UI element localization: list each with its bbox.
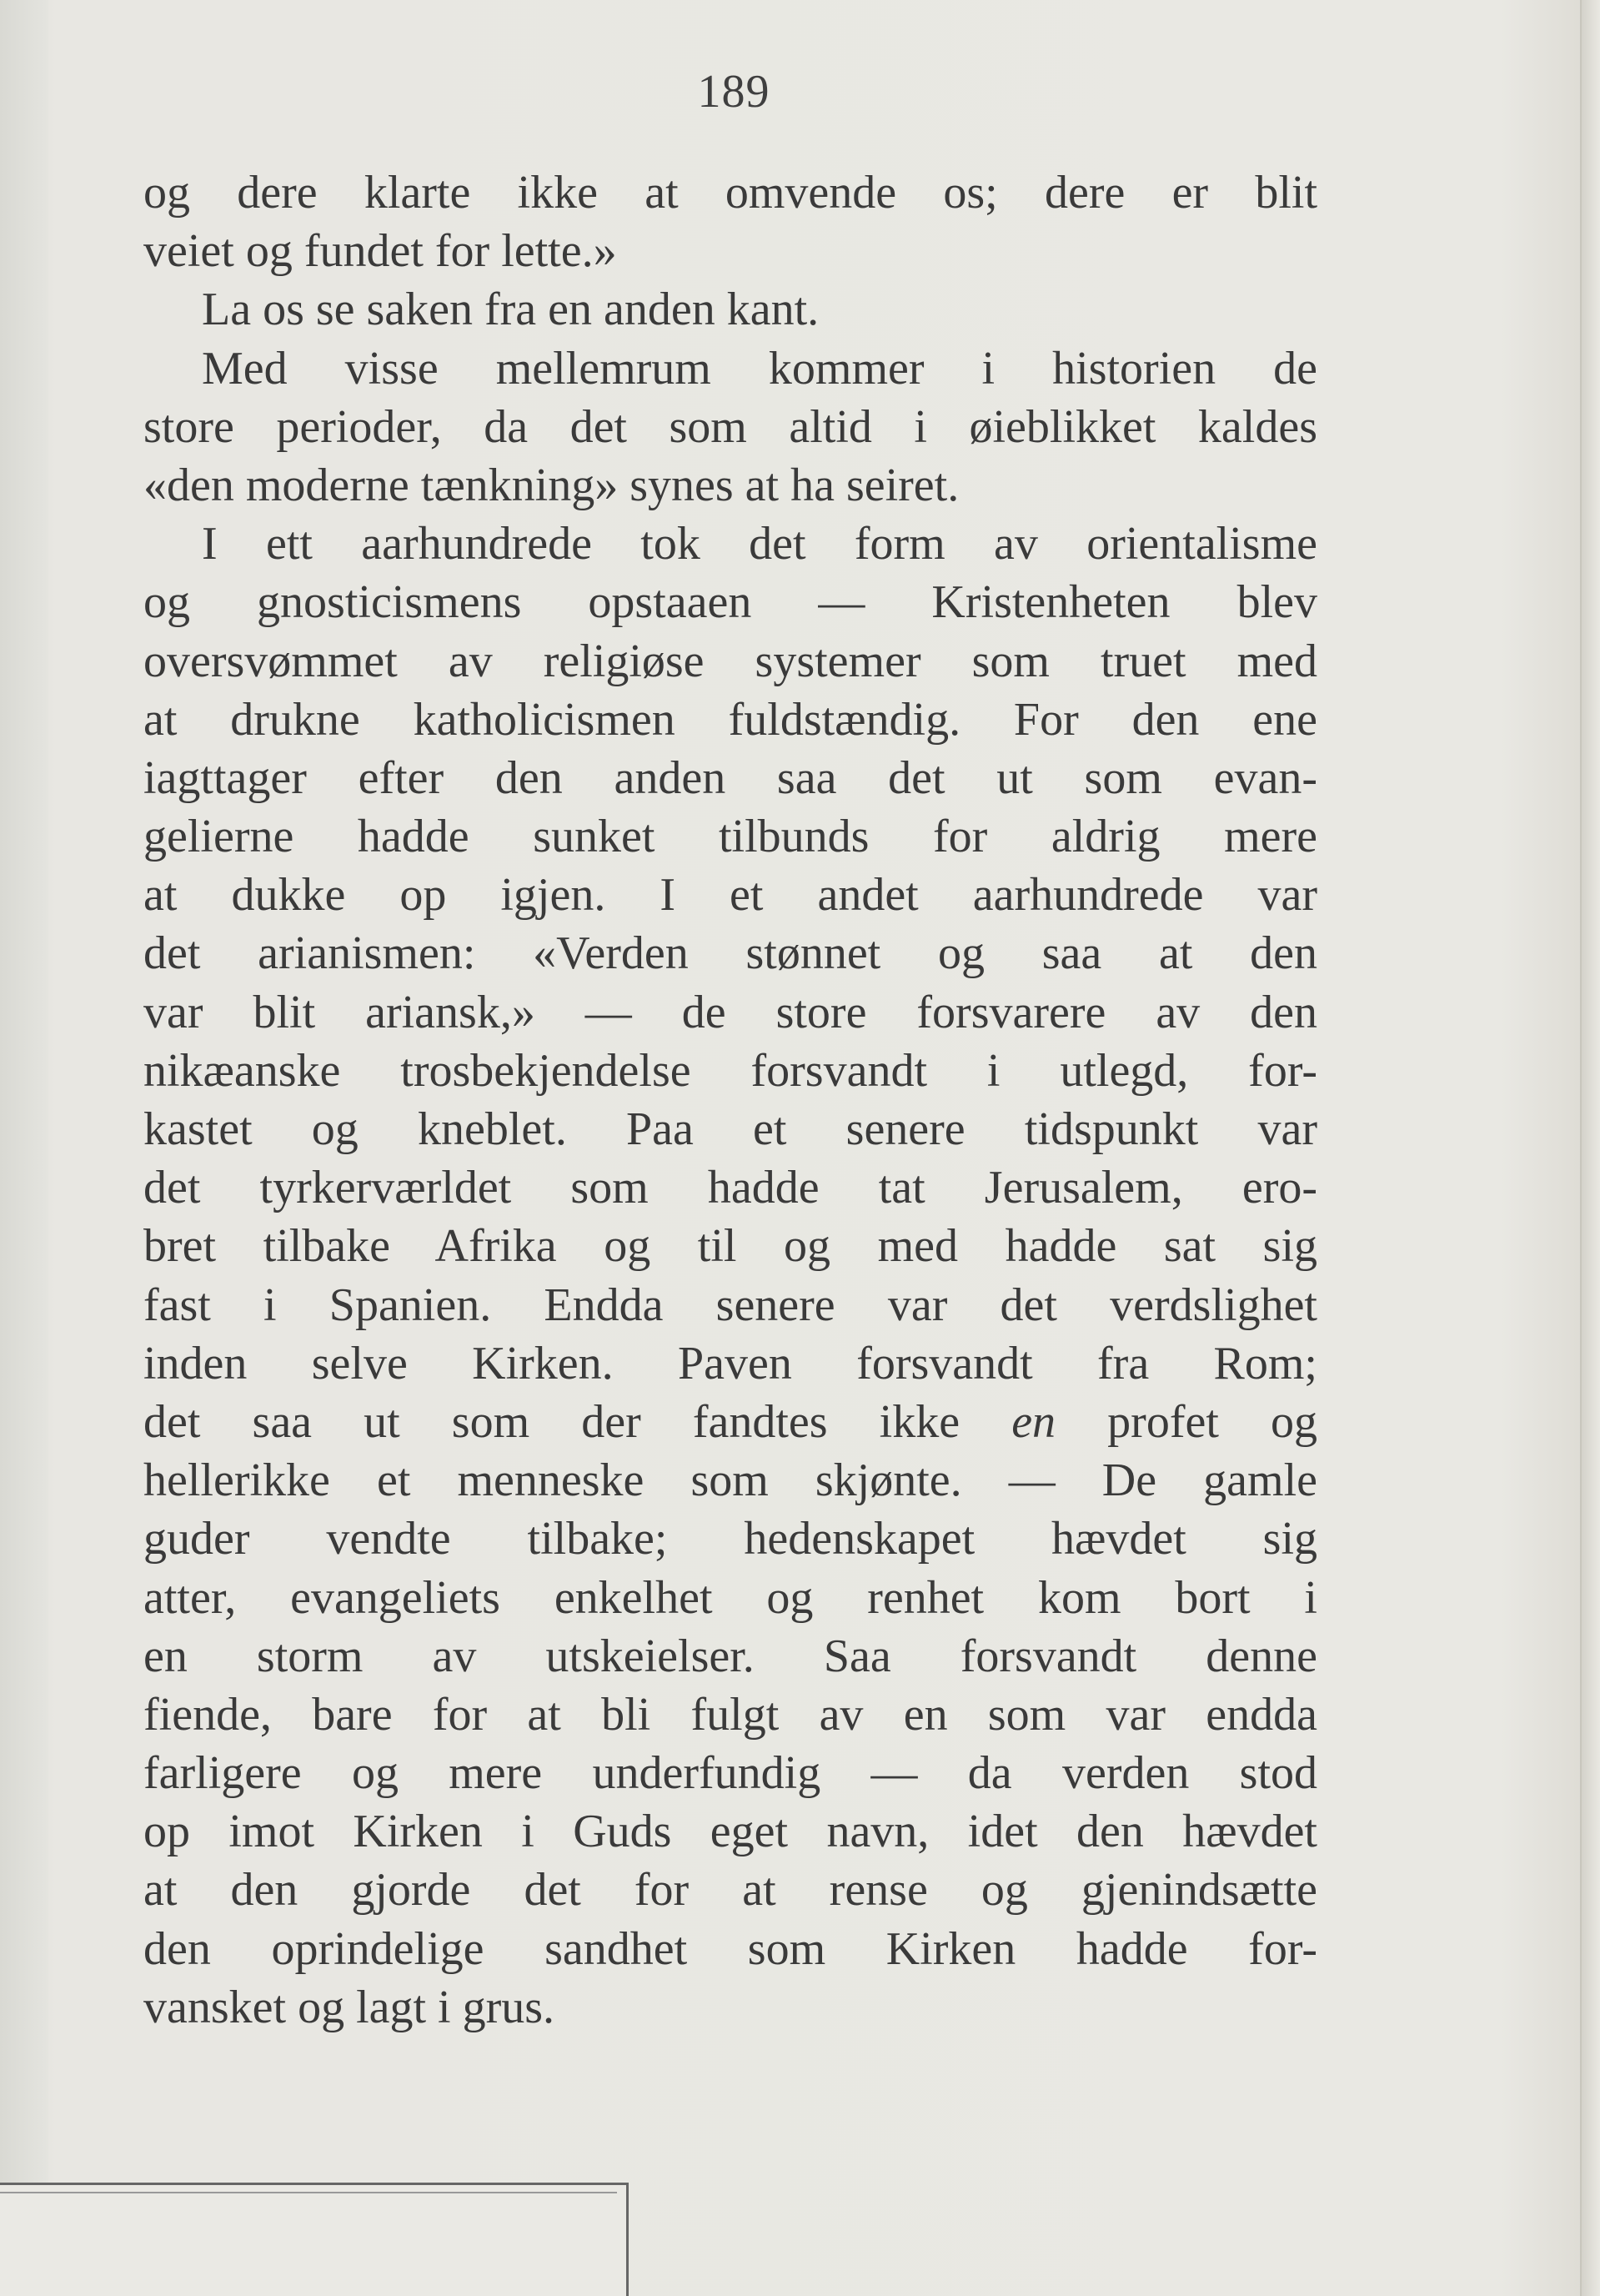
text-line: hellerikke et menneske som skjønte. — De gamle <box>143 1454 1317 1507</box>
text-line: gelierne hadde sunket tilbunds for aldrig mere <box>143 811 1317 863</box>
library-label-strip <box>0 2183 629 2296</box>
text-line: Med visse mellemrum kommer i historien de <box>202 342 1317 394</box>
text-line: guder vendte tilbake; hedenskapet hævdet sig <box>143 1513 1317 1565</box>
text-line: «den moderne tænkning» synes at ha seiret. <box>143 459 960 511</box>
text-line: at den gjorde det for at rense og gjenindsætte <box>143 1864 1317 1917</box>
text-line: store perioder, da det som altid i øieblikket kaldes <box>143 400 1317 453</box>
page-left-edge <box>0 0 48 2296</box>
text-line: det arianismen: «Verden stønnet og saa at den <box>143 927 1317 980</box>
page-number: 189 <box>697 66 770 118</box>
text-line: inden selve Kirken. Paven forsvandt fra Rom; <box>143 1337 1317 1389</box>
text-line: en storm av utskeielser. Saa forsvandt denne <box>143 1630 1317 1682</box>
text-line: nikæanske trosbekjendelse forsvandt i utlegd, for- <box>143 1044 1317 1097</box>
text-line: kastet og kneblet. Paa et senere tidspunkt var <box>143 1103 1317 1155</box>
page-right-edge <box>1580 0 1600 2296</box>
text-line: fast i Spanien. Endda senere var det verdslighet <box>143 1279 1317 1331</box>
text-line: veiet og fundet for lette.» <box>143 225 617 278</box>
text-line: vansket og lagt i grus. <box>143 1981 555 2033</box>
text-line: og gnosticismens opstaaen — Kristenheten blev <box>143 576 1317 629</box>
text-line: det tyrkerværldet som hadde tat Jerusalem, ero- <box>143 1162 1317 1214</box>
text-line: op imot Kirken i Guds eget navn, idet den hævdet <box>143 1806 1317 1858</box>
text-line: den oprindelige sandhet som Kirken hadde for- <box>143 1922 1317 1975</box>
text-segment: profet og <box>1056 1395 1317 1448</box>
text-line <box>143 1393 1317 1451</box>
text-line: og dere klarte ikke at omvende os; dere er blit <box>143 167 1317 219</box>
text-line: I ett aarhundrede tok det form av orientalisme <box>202 518 1317 570</box>
text-line: at dukke op igjen. I et andet aarhundrede var <box>143 869 1317 922</box>
text-line: at drukne katholicismen fuldstændig. For den ene <box>143 693 1317 746</box>
text-line: fiende, bare for at bli fulgt av en som var endda <box>143 1688 1317 1741</box>
text-line: farligere og mere underfundig — da verden stod <box>143 1747 1317 1800</box>
text-line: bret tilbake Afrika og til og med hadde sat sig <box>143 1220 1317 1273</box>
text-line: oversvømmet av religiøse systemer som truet med <box>143 635 1317 687</box>
body-text <box>143 163 1317 2037</box>
text-line: atter, evangeliets enkelhet og renhet kom bort i <box>143 1571 1317 1624</box>
text-line: iagttager efter den anden saa det ut som evan- <box>143 751 1317 804</box>
text-line: La os se saken fra en anden kant. <box>202 284 820 336</box>
text-segment: det saa ut som der fandtes ikke <box>143 1395 1012 1448</box>
text-line: var blit ariansk,» — de store forsvarere av den <box>143 986 1317 1038</box>
italic-word: en <box>1011 1395 1056 1448</box>
